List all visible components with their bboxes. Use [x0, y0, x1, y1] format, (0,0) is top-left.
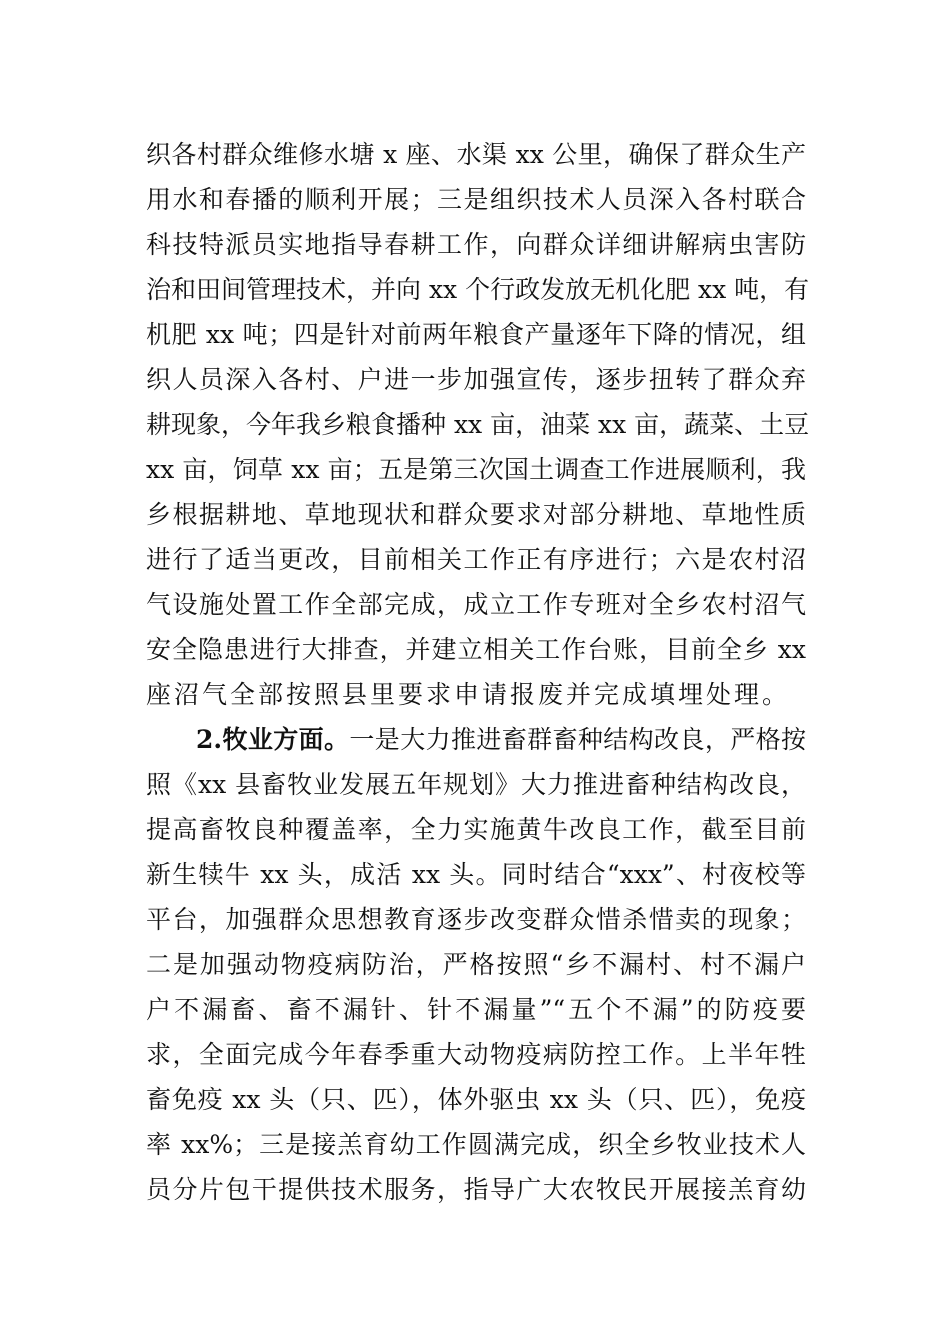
text-line: 耕现象，今年我乡粮食播种 xx 亩，油菜 xx 亩，蔬菜、土豆: [146, 410, 810, 439]
text-line: 畜免疫 xx 头（只、匹），体外驱虫 xx 头（只、匹），免疫: [146, 1085, 806, 1114]
text-line: 科技特派员实地指导春耕工作，向群众详细讲解病虫害防: [146, 230, 806, 259]
text-line: 乡根据耕地、草地现状和群众要求对部分耕地、草地性质: [146, 500, 806, 529]
text-line: 平台，加强群众思想教育逐步改变群众惜杀惜卖的现象；: [146, 905, 806, 934]
text-line: 织各村群众维修水塘 x 座、水渠 xx 公里，确保了群众生产: [146, 140, 806, 169]
text-line: 座沼气全部按照县里要求申请报废并完成填埋处理。: [146, 680, 791, 709]
text-line: 用水和春播的顺利开展；三是组织技术人员深入各村联合: [146, 185, 806, 214]
text-line: 率 xx%；三是接羔育幼工作圆满完成，织全乡牧业技术人: [146, 1130, 806, 1159]
text-line: 气设施处置工作全部完成，成立工作专班对全乡农村沼气: [146, 590, 806, 619]
text-line: 求，全面完成今年春季重大动物疫病防控工作。上半年牲: [146, 1040, 806, 1069]
text-line: 户不漏畜、畜不漏针、针不漏量”“五个不漏”的防疫要: [146, 995, 806, 1024]
section-heading: 2.牧业方面。: [196, 725, 350, 754]
text-line: 提高畜牧良种覆盖率，全力实施黄牛改良工作，截至目前: [146, 815, 806, 844]
text-line: 二是加强动物疫病防治，严格按照“乡不漏村、村不漏户: [146, 950, 806, 979]
text-line: 新生犊牛 xx 头，成活 xx 头。同时结合“xxx”、村夜校等: [146, 860, 806, 889]
section-first-line: [196, 720, 806, 760]
text-line: 照《xx 县畜牧业发展五年规划》大力推进畜种结构改良，: [146, 770, 806, 799]
section-text: 一是大力推进畜群畜种结构改良，严格按: [349, 725, 806, 754]
text-line: 安全隐患进行大排查，并建立相关工作台账，目前全乡 xx: [146, 635, 806, 664]
text-line: 织人员深入各村、户进一步加强宣传，逐步扭转了群众弃: [146, 365, 806, 394]
text-line: 员分片包干提供技术服务，指导广大农牧民开展接羔育幼: [146, 1175, 806, 1204]
text-line: 机肥 xx 吨；四是针对前两年粮食产量逐年下降的情况，组: [146, 320, 806, 349]
text-line: 进行了适当更改，目前相关工作正有序进行；六是农村沼: [146, 545, 806, 574]
text-line: xx 亩，饲草 xx 亩；五是第三次国土调查工作进展顺利，我: [146, 455, 806, 484]
text-line: 治和田间管理技术，并向 xx 个行政发放无机化肥 xx 吨，有: [146, 275, 810, 304]
